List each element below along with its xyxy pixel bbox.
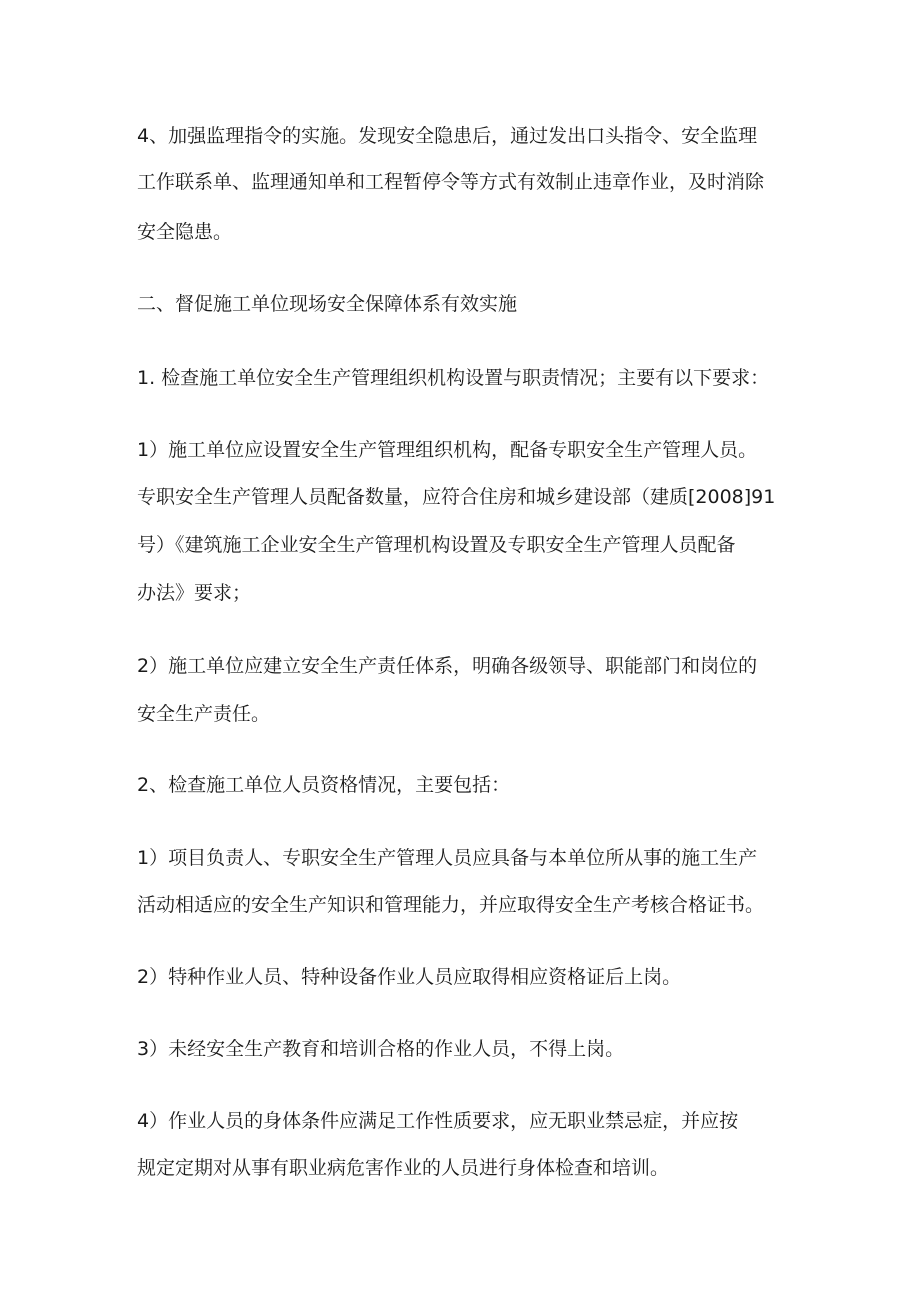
text-line: 4）作业人员的身体条件应满足工作性质要求，应无职业禁忌症，并应按 <box>137 1110 739 1132</box>
section-heading: 二、督促施工单位现场安全保障体系有效实施 <box>137 293 518 315</box>
text-line: 安全隐患。 <box>137 221 233 243</box>
text-line: 1）施工单位应设置安全生产管理组织机构，配备专职安全生产管理人员。 <box>137 439 758 461</box>
text-line: 专职安全生产管理人员配备数量，应符合住房和城乡建设部（建质[2008]91 <box>137 486 776 508</box>
text-line: 办法》要求； <box>137 582 252 604</box>
text-line: 3）未经安全生产教育和培训合格的作业人员，不得上岗。 <box>137 1038 625 1060</box>
text-line: 安全生产责任。 <box>137 703 271 725</box>
text-line: 1）项目负责人、专职安全生产管理人员应具备与本单位所从事的施工生产 <box>137 847 758 869</box>
text-line: 2）特种作业人员、特种设备作业人员应取得相应资格证后上岗。 <box>137 966 682 988</box>
text-line: 规定定期对从事有职业病危害作业的人员进行身体检查和培训。 <box>137 1157 670 1179</box>
text-line: 工作联系单、监理通知单和工程暂停令等方式有效制止违章作业，及时消除 <box>137 171 765 193</box>
text-line: 活动相适应的安全生产知识和管理能力，并应取得安全生产考核合格证书。 <box>137 894 765 916</box>
text-line: 2）施工单位应建立安全生产责任体系，明确各级领导、职能部门和岗位的 <box>137 655 758 677</box>
text-line: 4、加强监理指令的实施。发现安全隐患后，通过发出口头指令、安全监理 <box>137 125 758 147</box>
text-line: 号）《建筑施工企业安全生产管理机构设置及专职安全生产管理人员配备 <box>137 534 736 556</box>
text-line: 2、检查施工单位人员资格情况，主要包括： <box>137 774 511 796</box>
text-line: 1. 检查施工单位安全生产管理组织机构设置与职责情况；主要有以下要求： <box>137 367 770 389</box>
